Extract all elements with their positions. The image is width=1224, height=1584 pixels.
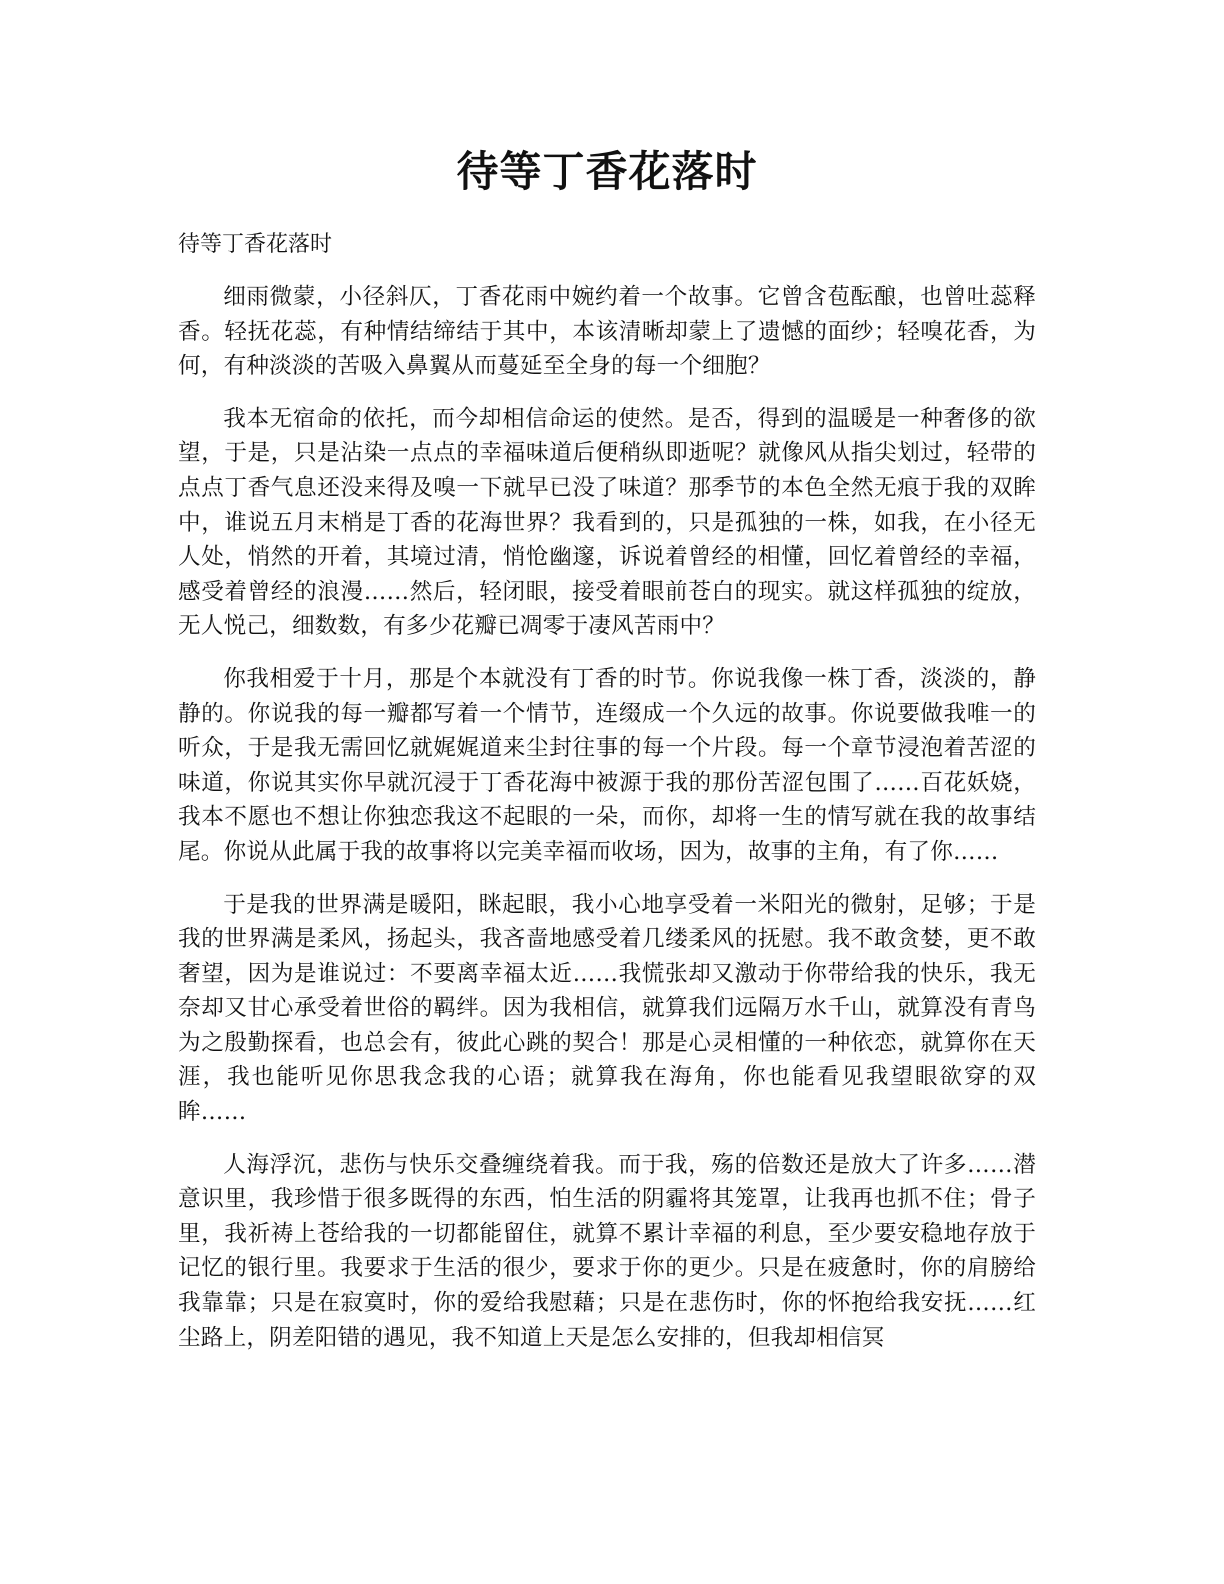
- document-subtitle: 待等丁香花落时: [178, 232, 333, 257]
- document-page: [178, 140, 1036, 1355]
- paragraph-2: 我本无宿命的依托，而今却相信命运的使然。是否，得到的温暖是一种奢侈的欲望，于是，只是沾染一点点的幸福味道后便稍纵即逝呢？就像风从指尖划过，轻带的点点丁香气息还没来得及嗅一下就早已没了味道？那季节的本色全然无痕于我的双眸中，谁说五月末梢是丁香的花海世界？我看到的，只是孤独的一株，如我，在小径无人处，悄然的开着，其境过清，悄怆幽邃，诉说着曾经的相懂，回忆着曾经的幸福，感受着曾经的浪漫……然后，轻闭眼，接受着眼前苍白的现实。就这样孤独的绽放，无人悦己，细数数，有多少花瓣已凋零于凄风苦雨中？: [178, 405, 1036, 640]
- paragraph-1: 细雨微蒙，小径斜仄，丁香花雨中婉约着一个故事。它曾含苞酝酿，也曾吐蕊释香。轻抚花蕊，有种情结缔结于其中，本该清晰却蒙上了遗憾的面纱；轻嗅花香，为何，有种淡淡的苦吸入鼻翼从而蔓延至全身的每一个细胞？: [178, 284, 1036, 380]
- paragraph-4: 于是我的世界满是暖阳，眯起眼，我小心地享受着一米阳光的微射，足够；于是我的世界满是柔风，扬起头，我吝啬地感受着几缕柔风的抚慰。我不敢贪婪，更不敢奢望，因为是谁说过：不要离幸福太近……我慌张却又激动于你带给我的快乐，我无奈却又甘心承受着世俗的羁绊。因为我相信，就算我们远隔万水千山，就算没有青鸟为之殷勤探看，也总会有，彼此心跳的契合！那是心灵相懂的一种依恋，就算你在天涯，我也能听见你思我念我的心语；就算我在海角，你也能看见我望眼欲穿的双眸……: [178, 891, 1036, 1126]
- paragraph-3: 你我相爱于十月，那是个本就没有丁香的时节。你说我像一株丁香，淡淡的，静静的。你说我的每一瓣都写着一个情节，连缀成一个久远的故事。你说要做我唯一的听众，于是我无需回忆就娓娓道来尘封往事的每一个片段。每一个章节浸泡着苦涩的味道，你说其实你早就沉浸于丁香花海中被源于我的那份苦涩包围了……百花妖娆，我本不愿也不想让你独恋我这不起眼的一朵，而你，却将一生的情写就在我的故事结尾。你说从此属于我的故事将以完美幸福而收场，因为，故事的主角，有了你……: [178, 665, 1036, 865]
- document-title: 待等丁香花落时: [456, 147, 758, 196]
- paragraph-5: 人海浮沉，悲伤与快乐交叠缠绕着我。而于我，殇的倍数还是放大了许多……潜意识里，我珍惜于很多既得的东西，怕生活的阴霾将其笼罩，让我再也抓不住；骨子里，我祈祷上苍给我的一切都能留住，就算不累计幸福的利息，至少要安稳地存放于记忆的银行里。我要求于生活的很少，要求于你的更少。只是在疲惫时，你的肩膀给我靠靠；只是在寂寞时，你的爱给我慰藉；只是在悲伤时，你的怀抱给我安抚……红尘路上，阴差阳错的遇见，我不知道上天是怎么安排的，但我却相信冥: [178, 1151, 1036, 1351]
